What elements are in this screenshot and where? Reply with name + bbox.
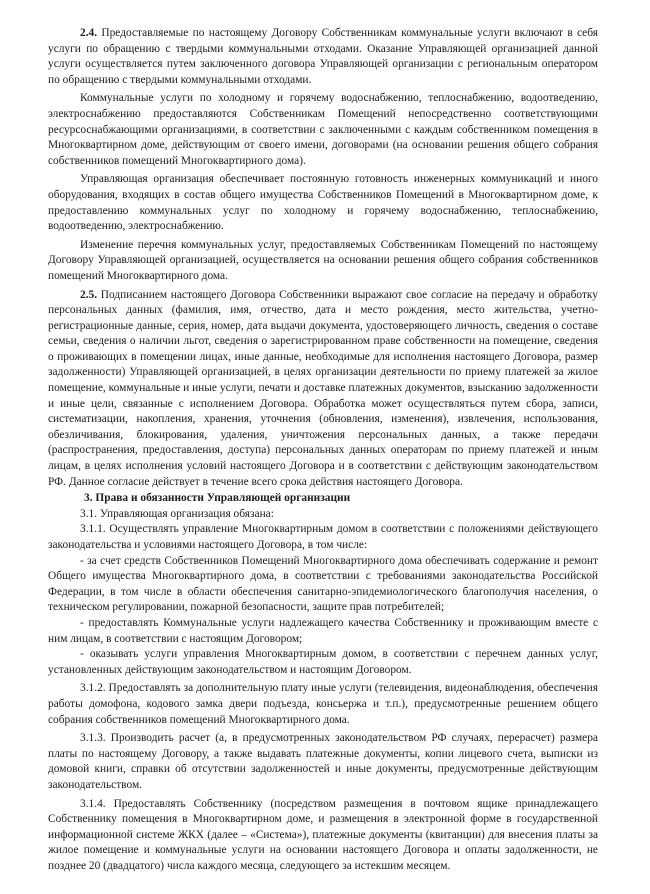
clause-text: Предоставляемые по настоящему Договору Собственникам коммунальные услуги включают в себя услуги по обращению с твердыми коммунальными отходами. Оказание Управляющей организацией данной услуги осуществляется путем заключенного договора Управляющей организации с региональным оператором по обращению с твердыми коммунальными отходами.: [48, 27, 598, 86]
paragraph-2-4: [48, 26, 598, 88]
paragraph-text: Управляющая организация обеспечивает постоянную готовность инженерных коммуникаций и иного оборудования, входящих в состав общего имущества Собственников Помещений в Многоквартирном доме, к предоставлению коммунальных услуг по холодному и горячему водоснабжению, теплоснабжению, водоотведению, электроснабжению.: [48, 173, 598, 233]
paragraph-readiness: [48, 172, 598, 234]
clause-3-1-3: [48, 731, 598, 793]
clause-number: 3.1.1.: [80, 523, 106, 536]
paragraph-text: Коммунальные услуги по холодному и горячему водоснабжению, теплоснабжению, водоотведению, электроснабжению предоставляются Собственникам Помещений непосредственно соответствующими ресурсоснабжающими организациями, в соответствии с заключенными с каждым собственником помещения в Многоквартирном доме, действующим от своего имени, договорами (на основании решения общего собрания собственников помещений Многоквартирного дома).: [48, 92, 598, 167]
paragraph-changes: [48, 238, 598, 285]
clause-number: 2.5.: [80, 288, 98, 301]
list-item-text: - предоставлять Коммунальные услуги надлежащего качества Собственнику и проживающим вместе с ним лицам, в соответствии с настоящим Договором;: [48, 616, 598, 645]
clause-3-1-2: [48, 681, 598, 728]
clause-number: 2.4.: [80, 27, 98, 39]
clause-text: Подписанием настоящего Договора Собственники выражают свое согласие на передачу и обработку персональных данных (фамилия, имя, отчество, дата и место рождения, место жительства, учетно-регистрационные данные, серия, номер, дата выдачи документа, удостоверяющего личность, сведения о составе семьи, сведения о наличии льгот, сведения о зарегистрированном праве собственности на помещение, сведения о проживающих в помещении лицах, иные данные, необходимые для исполнения настоящего Договора, размер задолженности) Управляющей организацией, в целях организации деятельности по приему платежей за жилое помещение, коммунальные и иные услуги, печати и доставке платежных документов, взысканию задолженности и иные цели, связанные с исполнением Договора. Обработка может осуществляться путем сбора, записи, систематизации, накопления, хранения, уточнения (обновления, изменения), извлечения, использования, обезличивания, блокирования, удаления, уничтожения персональных данных, а также передачи (распространения, предоставления, доступа) персональных данных операторам по приему платежей и иным лицам, в целях исполнения условий настоящего Договора и в соответствии с действующим законодательством РФ. Данное согласие действует в течение всего срока действия настоящего Договора.: [48, 288, 598, 488]
list-item: [48, 616, 598, 647]
list-item-text: - оказывать услуги управления Многоквартирным домом, в соответствии с перечнем данных услуг, установленных действующим законодательством и настоящим Договором.: [48, 648, 598, 676]
clause-text: Производить расчет (а, в предусмотренных законодательством РФ случаях, перерасчет) размера платы по настоящему Договору, а также выдавать платежные документы, копии лицевого счета, выписки из домовой книги, справки об отсутствии задолженностей и иные документы, предусмотренные действующим законодательством.: [48, 732, 598, 791]
list-item: [48, 554, 598, 616]
clause-text: Предоставлять Собственнику (посредством размещения в почтовом ящике принадлежащего Собственнику помещения в Многоквартирном доме, и размещения в электронной форме в государственной информационной системе ЖКХ (далее – «Система»), платежные документы (квитанции) для внесения платы за жилое помещение и коммунальные услуги на основании настоящего Договора и оплаты задолженности, не позднее 20 (двадцатого) числа каждого месяца, следующего за истекшим месяцем.: [48, 797, 598, 872]
clause-text: Предоставлять за дополнительную плату иные услуги (телевидения, видеонаблюдения, обеспечения работы домофона, кодового замка двери подъезда, консьержа и т.п.), предусмотренные решением общего собрания собственников помещений Многоквартирного дома.: [48, 682, 598, 726]
clause-3-1-1: [48, 522, 598, 553]
clause-number: 3.1.4.: [80, 797, 106, 810]
section-heading: 3. Права и обязанности Управляющей организации: [84, 492, 351, 505]
clause-3-1-4: [48, 797, 598, 875]
clause-text: Осуществлять управление Многоквартирным домом в соответствии с положениями действующего законодательства и условиями настоящего Договора, в том числе:: [48, 523, 598, 551]
clause-number: 3.1.2.: [80, 682, 106, 695]
list-item: [48, 647, 598, 678]
list-item-text: - за счет средств Собственников Помещений Многоквартирного дома обеспечивать содержание и ремонт Общего имущества Многоквартирного дома, в соответствии с требованиями законодательства Российской Федерации, в том числе в области обеспечения санитарно-эпидемиологического благополучия населения, о техническом регулировании, пожарной безопасности, защите прав потребителей;: [48, 554, 598, 614]
paragraph-utilities: [48, 91, 598, 169]
paragraph-text: Изменение перечня коммунальных услуг, предоставляемых Собственникам Помещений по настоящему Договору Управляющей организацией, осуществляется на основании решения общего собрания собственников помещений Многоквартирного дома.: [48, 238, 598, 282]
subsection-3-1: 3.1. Управляющая организация обязана:: [80, 507, 274, 520]
clause-number: 3.1.3.: [80, 732, 106, 745]
paragraph-2-5: [48, 288, 598, 491]
